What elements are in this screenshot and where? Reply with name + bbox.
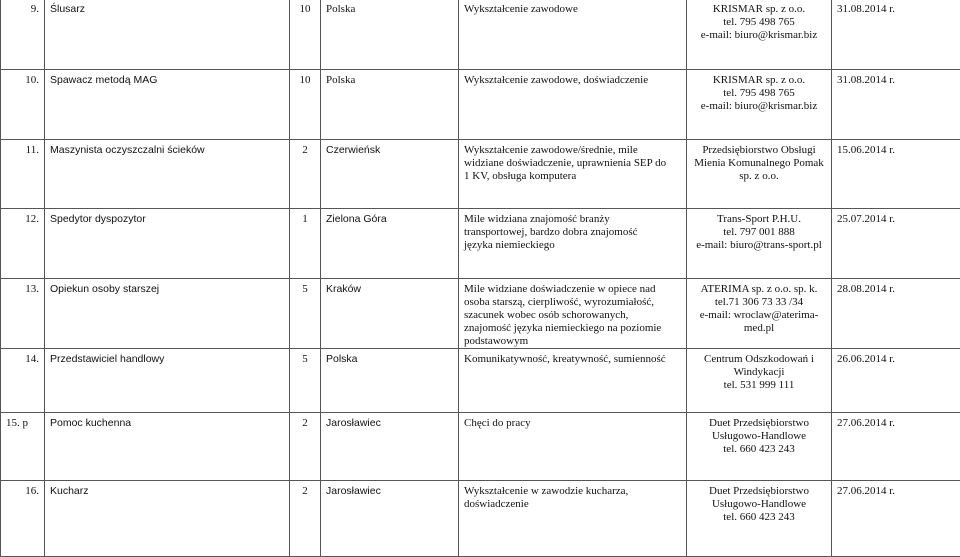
employer-line: Centrum Odszkodowań i — [692, 353, 826, 366]
table-row — [1, 481, 960, 557]
count-cell: 2 — [290, 140, 321, 209]
requirements-line: transportowej, bardzo dobra znajomość — [464, 226, 681, 239]
employer-line: Usługowo-Handlowe — [692, 498, 826, 511]
requirements-line: 1 KV, obsługa komputera — [464, 170, 681, 183]
requirements-line: Chęci do pracy — [464, 417, 681, 430]
date-cell: 27.06.2014 r. — [832, 413, 960, 481]
employer-line: tel. 660 423 243 — [692, 443, 826, 456]
requirements-line: Wykształcenie zawodowe — [464, 3, 681, 16]
employer-line: sp. z o.o. — [692, 170, 826, 183]
table-row — [1, 279, 960, 349]
row-number: 12. — [1, 209, 45, 279]
employer-cell — [687, 140, 832, 209]
employer-line: tel. 795 498 765 — [692, 16, 826, 29]
employer-line: tel.71 306 73 33 /34 — [692, 296, 826, 309]
employer-line: ATERIMA sp. z o.o. sp. k. — [692, 283, 826, 296]
count-cell: 5 — [290, 279, 321, 349]
row-number: 15. p — [1, 413, 45, 481]
employer-line: e-mail: biuro@trans-sport.pl — [692, 239, 826, 252]
employer-line: Windykacji — [692, 366, 826, 379]
table-row — [1, 0, 960, 70]
requirements-cell — [459, 279, 687, 349]
employer-line: tel. 795 498 765 — [692, 87, 826, 100]
position-cell: Pomoc kuchenna — [45, 413, 290, 481]
count-cell: 10 — [290, 0, 321, 70]
location-cell: Czerwieńsk — [321, 140, 459, 209]
employer-line: Usługowo-Handlowe — [692, 430, 826, 443]
employer-line: Duet Przedsiębiorstwo — [692, 485, 826, 498]
table-row — [1, 70, 960, 140]
count-cell: 5 — [290, 349, 321, 413]
employer-cell — [687, 481, 832, 557]
employer-line: Przedsiębiorstwo Obsługi — [692, 144, 826, 157]
employer-cell — [687, 413, 832, 481]
location-cell: Jarosławiec — [321, 481, 459, 557]
employer-line: KRISMAR sp. z o.o. — [692, 74, 826, 87]
requirements-line: Komunikatywność, kreatywność, sumienność — [464, 353, 681, 366]
table-row — [1, 349, 960, 413]
date-cell: 25.07.2014 r. — [832, 209, 960, 279]
table-row — [1, 140, 960, 209]
employer-line: tel. 797 001 888 — [692, 226, 826, 239]
position-cell: Opiekun osoby starszej — [45, 279, 290, 349]
position-cell: Kucharz — [45, 481, 290, 557]
requirements-line: Mile widziane doświadczenie w opiece nad — [464, 283, 681, 296]
date-cell: 28.08.2014 r. — [832, 279, 960, 349]
date-cell: 31.08.2014 r. — [832, 0, 960, 70]
requirements-line: Wykształcenie zawodowe, doświadczenie — [464, 74, 681, 87]
position-cell: Ślusarz — [45, 0, 290, 70]
count-cell: 2 — [290, 481, 321, 557]
location-cell: Polska — [321, 70, 459, 140]
requirements-line: Wykształcenie zawodowe/średnie, mile — [464, 144, 681, 157]
requirements-cell — [459, 70, 687, 140]
employer-cell — [687, 0, 832, 70]
location-cell: Jarosławiec — [321, 413, 459, 481]
requirements-line: języka niemieckiego — [464, 239, 681, 252]
employer-line: e-mail: biuro@krismar.biz — [692, 29, 826, 42]
requirements-cell — [459, 349, 687, 413]
requirements-line: Mile widziana znajomość branży — [464, 213, 681, 226]
requirements-line: widziane doświadczenie, uprawnienia SEP do — [464, 157, 681, 170]
count-cell: 10 — [290, 70, 321, 140]
requirements-cell — [459, 0, 687, 70]
location-cell: Polska — [321, 0, 459, 70]
row-number: 13. — [1, 279, 45, 349]
requirements-line: Wykształcenie w zawodzie kucharza, — [464, 485, 681, 498]
employer-line: tel. 660 423 243 — [692, 511, 826, 524]
date-cell: 31.08.2014 r. — [832, 70, 960, 140]
date-cell: 27.06.2014 r. — [832, 481, 960, 557]
employer-line: Trans-Sport P.H.U. — [692, 213, 826, 226]
employer-line: Mienia Komunalnego Pomak — [692, 157, 826, 170]
employer-line: Duet Przedsiębiorstwo — [692, 417, 826, 430]
requirements-line: znajomość języka niemieckiego na poziomie — [464, 322, 681, 335]
date-cell: 15.06.2014 r. — [832, 140, 960, 209]
employer-line: tel. 531 999 111 — [692, 379, 826, 392]
location-cell: Kraków — [321, 279, 459, 349]
requirements-cell — [459, 209, 687, 279]
requirements-line: osoba starszą, cierpliwość, wyrozumiałość, — [464, 296, 681, 309]
requirements-cell — [459, 413, 687, 481]
count-cell: 1 — [290, 209, 321, 279]
employer-cell — [687, 70, 832, 140]
position-cell: Przedstawiciel handlowy — [45, 349, 290, 413]
employer-line: e-mail: biuro@krismar.biz — [692, 100, 826, 113]
employer-line: med.pl — [692, 322, 826, 335]
requirements-line: podstawowym — [464, 335, 681, 348]
row-number: 11. — [1, 140, 45, 209]
position-cell: Maszynista oczyszczalni ścieków — [45, 140, 290, 209]
requirements-cell — [459, 140, 687, 209]
employer-line: KRISMAR sp. z o.o. — [692, 3, 826, 16]
requirements-line: szacunek wobec osób schorowanych, — [464, 309, 681, 322]
date-cell: 26.06.2014 r. — [832, 349, 960, 413]
row-number: 16. — [1, 481, 45, 557]
employer-cell — [687, 349, 832, 413]
position-cell: Spedytor dyspozytor — [45, 209, 290, 279]
employer-cell — [687, 209, 832, 279]
row-number: 10. — [1, 70, 45, 140]
position-cell: Spawacz metodą MAG — [45, 70, 290, 140]
employer-line: e-mail: wroclaw@aterima- — [692, 309, 826, 322]
requirements-line: doświadczenie — [464, 498, 681, 511]
row-number: 9. — [1, 0, 45, 70]
count-cell: 2 — [290, 413, 321, 481]
employer-cell — [687, 279, 832, 349]
table-row — [1, 209, 960, 279]
row-number: 14. — [1, 349, 45, 413]
table-row — [1, 413, 960, 481]
location-cell: Polska — [321, 349, 459, 413]
location-cell: Zielona Góra — [321, 209, 459, 279]
requirements-cell — [459, 481, 687, 557]
